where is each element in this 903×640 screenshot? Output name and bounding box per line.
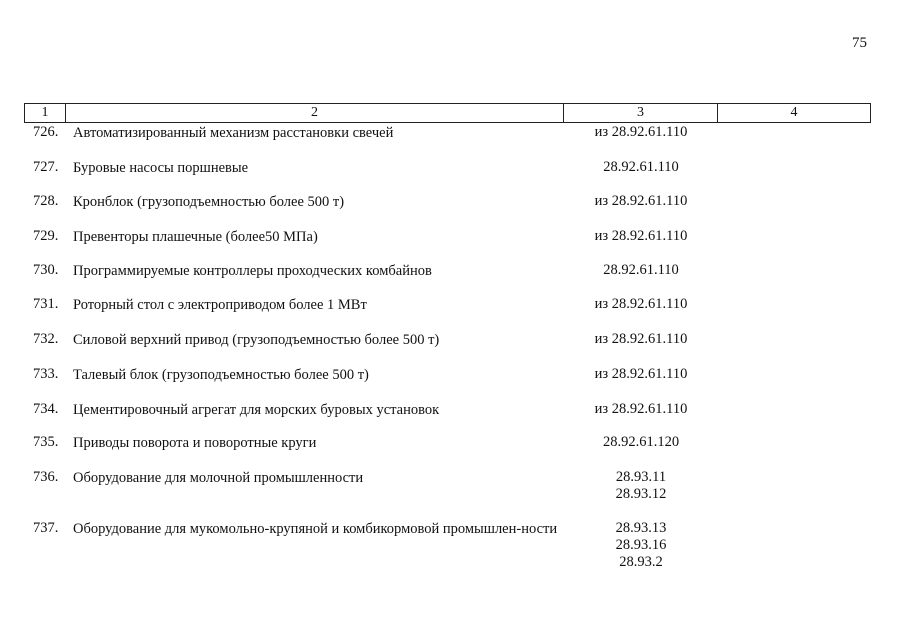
row-name: Автоматизированный механизм расстановки свечей [73,125,394,141]
row-codes [566,159,716,176]
row-codes [566,331,716,348]
row-code: из 28.92.61.110 [594,401,688,417]
row-name: Роторный стол с электроприводом более 1 МВт [73,297,367,313]
row-codes [566,193,716,210]
row-number: 732. [33,331,59,347]
page-number: 75 [852,35,867,51]
row-codes [566,401,716,418]
row-number: 726. [33,124,59,140]
row-number: 733. [33,366,59,382]
row-code: 28.93.16 [615,537,667,553]
row-name: Оборудование для мукомольно-крупяной и комбикормовой промышлен-ности [73,521,558,537]
row-name: Силовой верхний привод (грузоподъемностью более 500 т) [73,332,440,348]
header-col-4: 4 [790,105,798,120]
row-code: 28.93.12 [615,486,667,502]
row-codes [566,469,716,503]
row-number: 737. [33,520,59,536]
row-codes [566,520,716,571]
row-number: 728. [33,193,59,209]
header-col-2: 2 [66,104,564,122]
row-code: из 28.92.61.110 [594,124,688,140]
row-number: 729. [33,228,59,244]
header-col-3: 3 [564,104,718,122]
row-codes [566,124,716,141]
row-code: 28.93.2 [619,554,663,570]
row-name: Кронблок (грузоподъемностью более 500 т) [73,194,345,210]
row-codes [566,366,716,383]
row-codes [566,262,716,279]
row-number: 731. [33,296,59,312]
row-name: Талевый блок (грузоподъемностью более 500 т) [73,367,369,383]
row-codes [566,228,716,245]
row-code: 28.93.11 [615,469,667,485]
row-name: Цементировочный агрегат для морских буровых установок [73,402,440,418]
row-number: 730. [33,262,59,278]
row-name: Превенторы плашечные (более50 МПа) [73,229,318,245]
row-name: Буровые насосы поршневые [73,160,249,176]
row-name: Программируемые контроллеры проходческих комбайнов [73,263,432,279]
row-code: 28.93.13 [615,520,667,536]
row-code: 28.92.61.120 [602,434,680,450]
row-code: из 28.92.61.110 [594,331,688,347]
row-name: Оборудование для молочной промышленности [73,470,364,486]
row-code: из 28.92.61.110 [594,193,688,209]
row-code: 28.92.61.110 [603,159,679,175]
row-number: 735. [33,434,59,450]
row-code: из 28.92.61.110 [594,366,688,382]
row-code: из 28.92.61.110 [594,296,688,312]
header-col-1: 1 [25,104,66,122]
row-code: из 28.92.61.110 [594,228,688,244]
table-header-row [24,103,871,123]
row-codes [566,434,716,451]
row-number: 736. [33,469,59,485]
row-codes [566,296,716,313]
row-name: Приводы поворота и поворотные круги [73,435,317,451]
row-code: 28.92.61.110 [603,262,679,278]
row-number: 727. [33,159,59,175]
row-number: 734. [33,401,59,417]
